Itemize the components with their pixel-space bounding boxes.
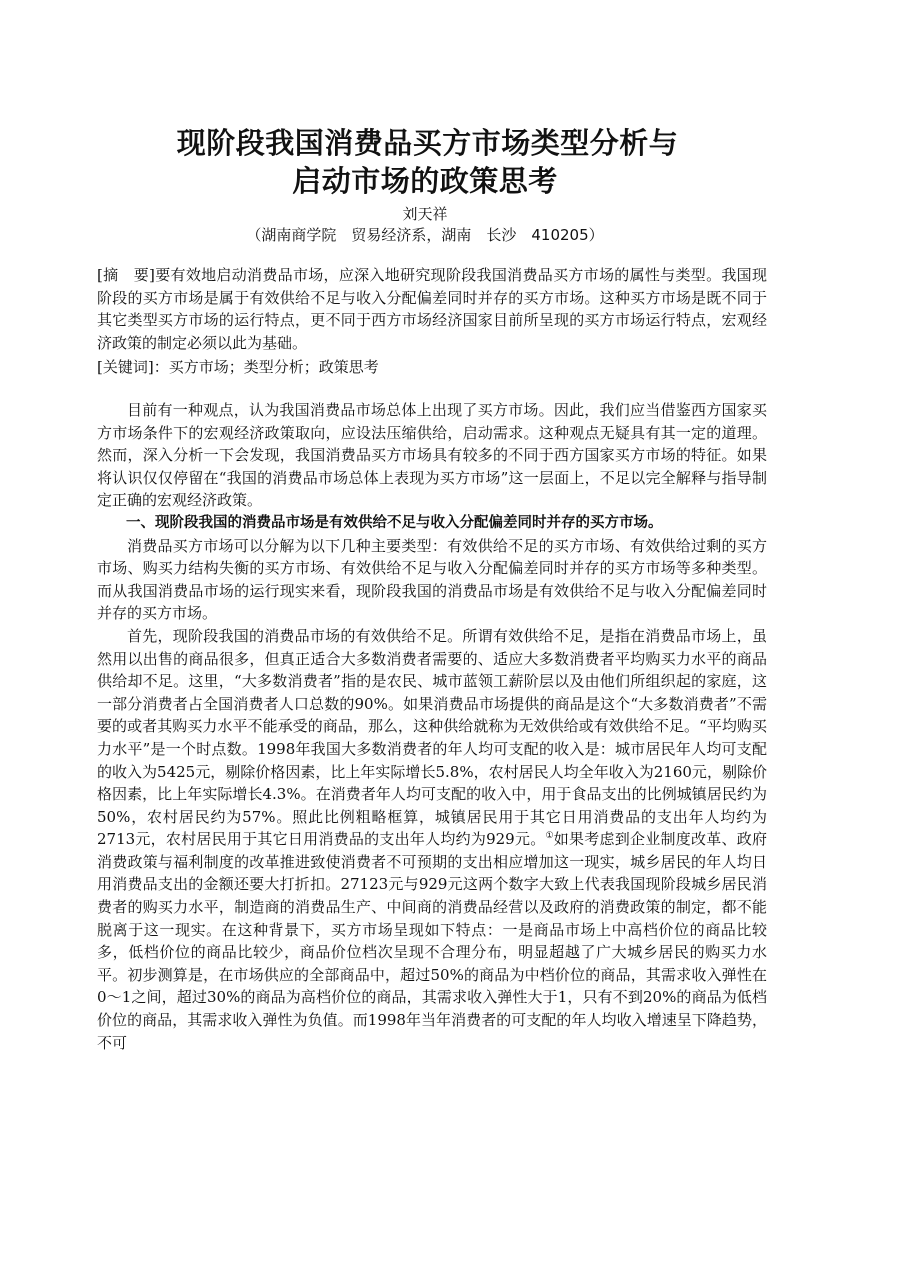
footnote-marker[interactable]: ① [545,831,554,842]
main-body [97,399,767,1054]
paragraph-first-point-part-b: 如果考虑到企业制度改革、政府消费政策与福利制度的改革推进致使消费者不可预期的支出相应增加这一现实，城乡居民的年人均日用消费品支出的金额还要大打折扣。27123元与929元这两个数字大致上代表我国现阶段城乡居民消费者的购买力水平，制造商的消费品生产、中间商的消费品经营以及政府的消费政策的制定，都不能脱离于这一现实。在这种背景下，买方市场呈现如下特点：一是商品市场上中高档价位的商品比较多，低档价位的商品比较少，商品价位档次呈现不合理分布，明显超越了广大城乡居民的购买力水平。初步测算是，在市场供应的全部商品中，超过50%的商品为中档价位的商品，其需求收入弹性在0～1之间，超过30%的商品为高档价位的商品，其需求收入弹性大于1，只有不到20%的商品为低档价位的商品，其需求收入弹性为负值。而1998年当年消费者的可支配的年人均收入增速呈下降趋势，不可 [97,830,767,1052]
author-affiliation: （湖南商学院 贸易经济系，湖南 长沙 410205） [246,226,604,244]
paper-title-line-2: 启动市场的政策思考 [292,164,558,198]
paper-title-line-1: 现阶段我国消费品买方市场类型分析与 [176,126,679,160]
keywords-text: 买方市场；类型分析；政策思考 [168,358,379,376]
paragraph-types: 消费品买方市场可以分解为以下几种主要类型：有效供给不足的买方市场、有效供给过剩的买方市场、购买力结构失衡的买方市场、有效供给不足与收入分配偏差同时并存的买方市场等多种类型。而从我国消费品市场的运行现实来看，现阶段我国的消费品市场是有效供给不足与收入分配偏差同时并存的买方市场。 [97,536,767,623]
author-name: 刘天祥 [402,205,448,223]
paragraph-intro: 目前有一种观点，认为我国消费品市场总体上出现了买方市场。因此，我们应当借鉴西方国家买方市场条件下的宏观经济政策取向，应设法压缩供给，启动需求。这种观点无疑具有其一定的道理。然而，深入分析一下会发现，我国消费品买方市场具有较多的不同于西方国家买方市场的特征。如果将认识仅仅停留在“我国的消费品市场总体上表现为买方市场”这一层面上，不足以完全解释与指导制定正确的宏观经济政策。 [97,401,767,510]
keywords-label: [关键词]： [97,358,169,376]
abstract [97,264,767,354]
abstract-text: 要有效地启动消费品市场，应深入地研究现阶段我国消费品买方市场的属性与类型。我国现阶段的买方市场是属于有效供给不足与收入分配偏差同时并存的买方市场。这种买方市场是既不同于其它类型买方市场的运行特点，更不同于西方市场经济国家目前所呈现的买方市场运行特点，宏观经济政策的制定必须以此为基础。 [97,266,767,352]
paragraph-first-point [97,625,767,1054]
keywords [97,356,767,379]
section-heading-1: 一、现阶段我国的消费品市场是有效供给不足与收入分配偏差同时并存的买方市场。 [126,514,663,531]
paragraph-first-point-part-a: 首先，现阶段我国的消费品市场的有效供给不足。所谓有效供给不足，是指在消费品市场上，虽然用以出售的商品很多，但真正适合大多数消费者需要的、适应大多数消费者平均购买力水平的商品供给却不足。这里，“大多数消费者”指的是农民、城市蓝领工薪阶层以及由他们所组织起的家庭，这一部分消费者占全国消费者人口总数的90%。如果消费品市场提供的商品是这个“大多数消费者”不需要的或者其购买力水平不能承受的商品，那么，这种供给就称为无效供给或有效供给不足。“平均购买力水平”是一个时点数。1998年我国大多数消费者的年人均可支配的收入是：城市居民年人均可支配的收入为5425元，剔除价格因素，比上年实际增长5.8%，农村居民人均全年收入为2160元，剔除价格因素，比上年实际增长4.3%。在消费者年人均可支配的收入中，用于食品支出的比例城镇居民约为50%，农村居民约为57%。照此比例粗略框算，城镇居民用于其它日用消费品的支出年人均约为2713元，农村居民用于其它日用消费品的支出年人均约为929元。 [97,626,767,849]
abstract-label: [摘 要] [97,266,155,284]
